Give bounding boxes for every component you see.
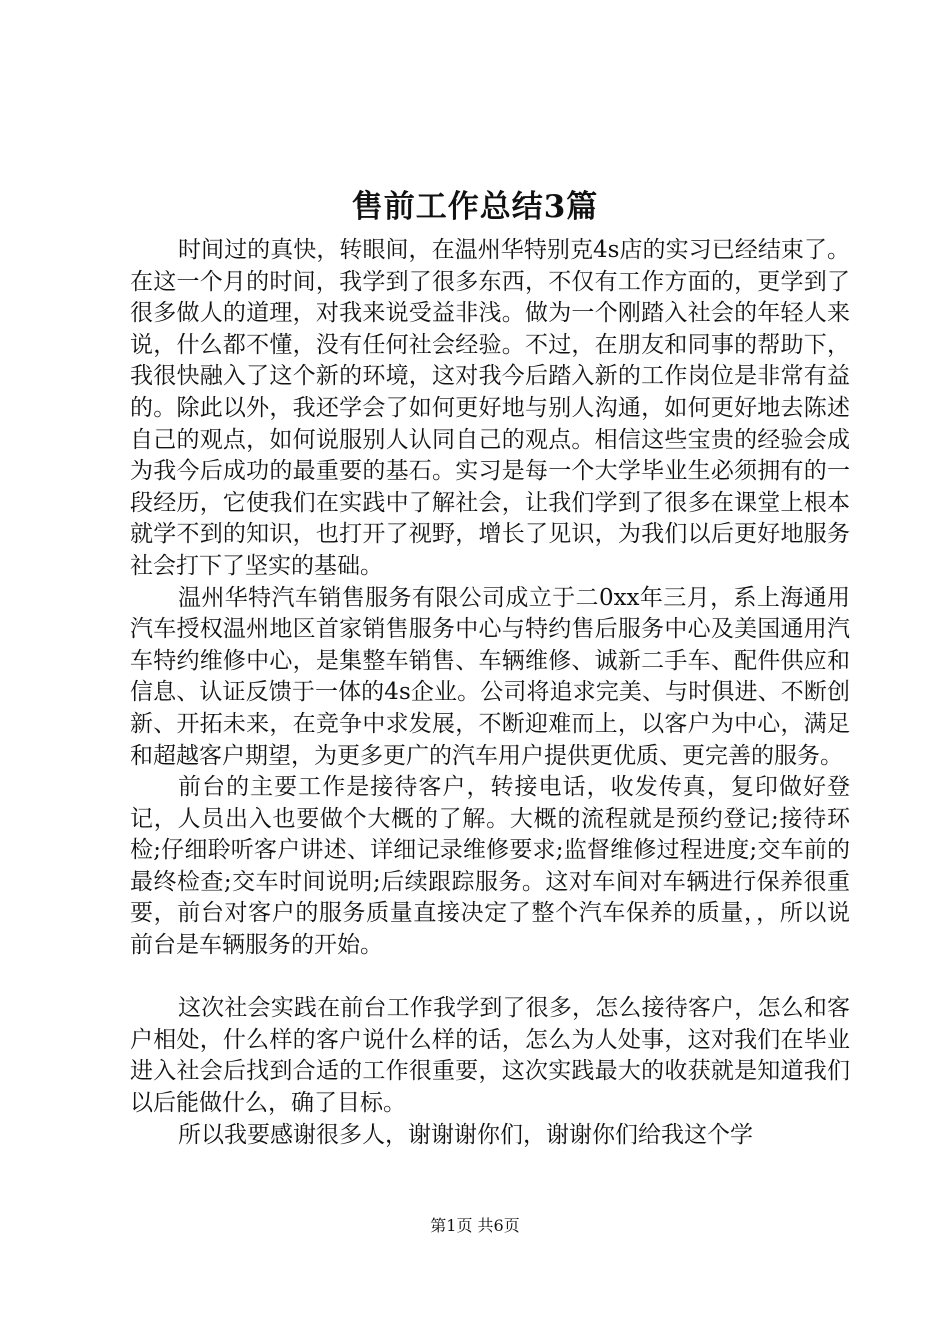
page-number-footer: 第1页 共6页 (430, 1216, 520, 1235)
paragraph-thanks: 所以我要感谢很多人，谢谢谢你们，谢谢你们给我这个学 (178, 1121, 753, 1148)
paragraph-front-desk-work: 前台的主要工作是接待客户，转接电话，收发传真，复印做好登记，人员出入也要做个大概的了解。大概的流程就是预约登记;接待环检;仔细聆听客户讲述、详细记录维修要求;监督维修过程进度;交车前的最终检查;交车时间说明;后续跟踪服务。这对车间对车辆进行保养很重要，前台对客户的服务质量直接决定了整个汽车保养的质量，，所以说前台是车辆服务的开始。 (130, 774, 850, 959)
paragraph-company-intro: 温州华特汽车销售服务有限公司成立于二0xx年三月，系上海通用汽车授权温州地区首家销售服务中心与特约售后服务中心及美国通用汽车特约维修中心，是集整车销售、车辆维修、诚新二手车、配件供应和信息、认证反馈于一体的4s企业。公司将追求完美、与时俱进、不断创新、开拓未来，在竞争中求发展，不断迎难而上，以客户为中心，满足和超越客户期望，为更多更广的汽车用户提供更优质、更完善的服务。 (130, 584, 850, 769)
document-body (130, 235, 850, 1151)
document-title: 售前工作总结3篇 (351, 189, 599, 225)
paragraph-practice-gains: 这次社会实践在前台工作我学到了很多，怎么接待客户，怎么和客户相处，什么样的客户说什么样的话，怎么为人处事，这对我们在毕业进入社会后找到合适的工作很重要，这次实践最大的收获就是知道我们以后能做什么，确了目标。 (130, 995, 850, 1117)
paragraph-internship-summary: 时间过的真快，转眼间，在温州华特别克4s店的实习已经结束了。在这一个月的时间，我学到了很多东西，不仅有工作方面的，更学到了很多做人的道理，对我来说受益非浅。做为一个刚踏入社会的年轻人来说，什么都不懂，没有任何社会经验。不过，在朋友和同事的帮助下，我很快融入了这个新的环境，这对我今后踏入新的工作岗位是非常有益的。除此以外，我还学会了如何更好地与别人沟通，如何更好地去陈述自己的观点，如何说服别人认同自己的观点。相信这些宝贵的经验会成为我今后成功的最重要的基石。实习是每一个大学毕业生必须拥有的一段经历，它使我们在实践中了解社会，让我们学到了很多在课堂上根本就学不到的知识，也打开了视野，增长了见识，为我们以后更好地服务社会打下了坚实的基础。 (130, 237, 850, 579)
